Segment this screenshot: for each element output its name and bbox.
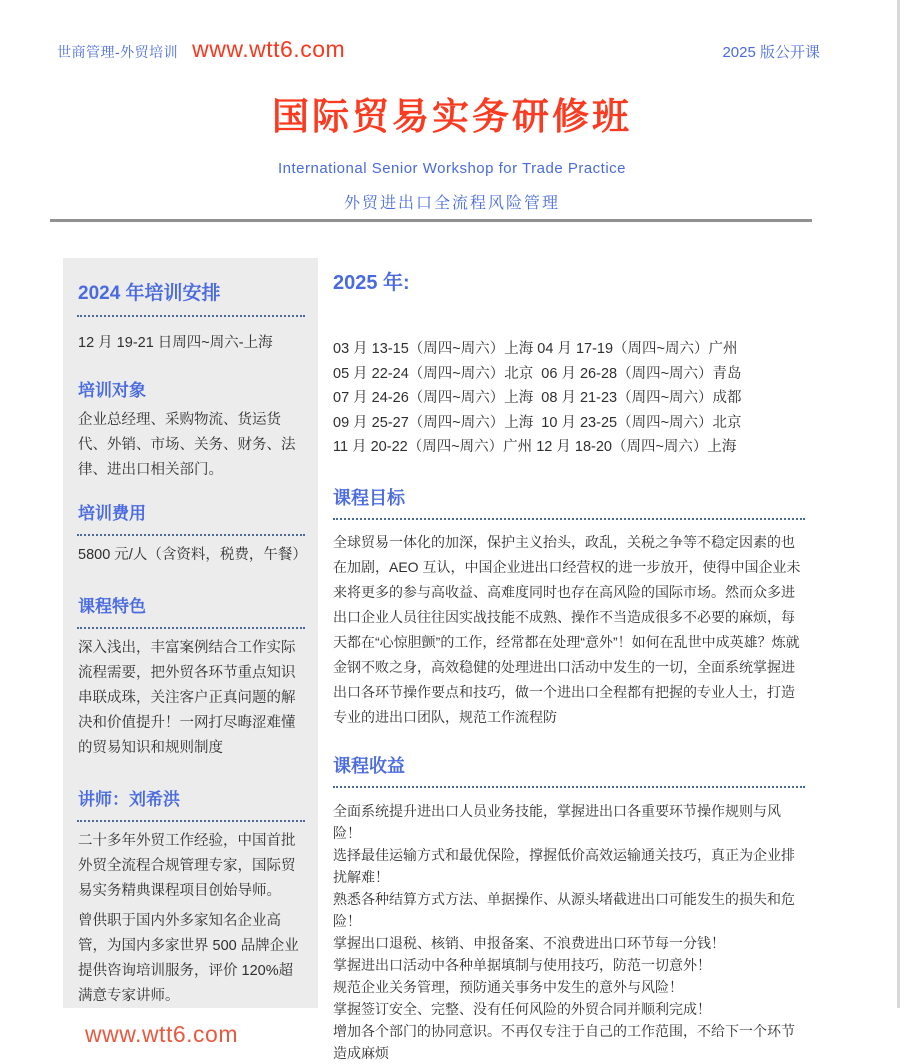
benefit-line: 掌握进出口活动中各种单据填制与使用技巧，防范一切意外！ bbox=[333, 956, 711, 973]
schedule-2025-list bbox=[333, 337, 805, 460]
subtitle-english: International Senior Workshop for Trade Practice bbox=[277, 160, 627, 177]
dotted-divider bbox=[333, 518, 805, 520]
brand-group bbox=[57, 36, 345, 63]
sidebar-heading-audience: 培训对象 bbox=[78, 381, 146, 400]
audience-text: 企业总经理、采购物流、货运货代、外销、市场、关务、财务、法律、进出口相关部门。 bbox=[78, 412, 296, 478]
lecturer-bio-1: 二十多年外贸工作经验，中国首批外贸全流程合规管理专家，国际贸易实务精典课程项目创始导师。 bbox=[78, 833, 296, 899]
benefit-line: 选择最佳运输方式和最优保险，撑握低价高效运输通关技巧，真正为企业排扰解难！ bbox=[333, 846, 795, 885]
site-url-link[interactable]: www.wtt6.com bbox=[192, 36, 346, 62]
benefit-line: 掌握出口退税、核销、申报备案、不浪费进出口环节每一分钱！ bbox=[333, 934, 725, 951]
schedule-2024-line: 12 月 19-21 日周四~周六-上海 bbox=[78, 335, 273, 351]
sidebar-heading-features: 课程特色 bbox=[78, 597, 146, 616]
fee-text: 5800 元/人（含资料，税费，午餐） bbox=[78, 547, 307, 563]
edition-label: 2025 版公开课 bbox=[722, 44, 820, 61]
benefit-line: 规范企业关务管理，预防通关事务中发生的意外与风险！ bbox=[333, 978, 683, 995]
schedule-2025-line: 07 月 24-26（周四~周六）上海 08 月 21-23（周四~周六）成都 bbox=[333, 390, 742, 406]
dotted-divider bbox=[77, 820, 305, 822]
benefit-line: 熟悉各种结算方式方法、单据操作、从源头堵截进出口可能发生的损失和危险！ bbox=[333, 890, 795, 929]
lecturer-bio-2: 曾供职于国内外多家知名企业高管，为国内多家世界 500 品牌企业提供咨询培训服务，评价 120%超满意专家讲师。 bbox=[78, 913, 299, 1004]
year-2025-heading: 2025 年: bbox=[333, 272, 410, 294]
benefits-heading: 课程收益 bbox=[333, 755, 405, 776]
page-title: 国际贸易实务研修班 bbox=[272, 96, 632, 137]
benefit-line: 全面系统提升进出口人员业务技能，掌握进出口各重要环节操作规则与风险！ bbox=[333, 802, 781, 841]
subtitle-chinese: 外贸进出口全流程风险管理 bbox=[343, 195, 560, 212]
sidebar-heading-2024-schedule: 2024 年培训安排 bbox=[78, 283, 221, 304]
brand-label: 世商管理-外贸培训 bbox=[57, 44, 179, 60]
sidebar bbox=[63, 258, 318, 1047]
page-right-border bbox=[897, 0, 900, 1008]
benefit-line: 增加各个部门的协同意识。不再仅专注于自己的工作范围，不给下一个环节造成麻烦 bbox=[333, 1022, 795, 1061]
dotted-divider bbox=[77, 534, 305, 536]
sidebar-heading-lecturer: 讲师：刘希洪 bbox=[78, 790, 180, 809]
sidebar-heading-fee: 培训费用 bbox=[78, 504, 146, 523]
schedule-2025-line: 05 月 22-24（周四~周六）北京 06 月 26-28（周四~周六）青岛 bbox=[333, 365, 742, 382]
features-text: 深入浅出，丰富案例结合工作实际流程需要，把外贸各环节重点知识串联成珠，关注客户正真问题的解决和价值提升！一网打尽晦涩难懂的贸易知识和规则制度 bbox=[78, 640, 296, 756]
sidebar-site-url-link[interactable]: www.wtt6.com bbox=[85, 1021, 238, 1047]
main-column bbox=[333, 258, 805, 1064]
schedule-2025-line: 09 月 25-27（周四~周六）上海 10 月 23-25（周四~周六）北京 bbox=[333, 414, 742, 431]
dotted-divider bbox=[333, 786, 805, 788]
benefits-list bbox=[333, 800, 805, 1064]
header-divider-rule bbox=[50, 219, 812, 222]
dotted-divider bbox=[77, 315, 305, 317]
schedule-2025-line: 11 月 20-22（周四~周六）广州 12 月 18-20（周四~周六）上海 bbox=[333, 439, 737, 455]
benefit-line: 掌握签订安全、完整、没有任何风险的外贸合同并顺利完成！ bbox=[333, 1000, 711, 1017]
schedule-2025-line: 03 月 13-15（周四~周六）上海 04 月 17-19（周四~周六）广州 bbox=[333, 341, 738, 357]
objectives-heading: 课程目标 bbox=[333, 487, 405, 508]
top-bar bbox=[57, 36, 820, 63]
content-columns bbox=[63, 258, 805, 1064]
objectives-text: 全球贸易一体化的加深，保护主义抬头，政乱，关税之争等不稳定因素的也在加剧，AEO 互认，中国企业进出口经营权的进一步放开，使得中国企业未来将更多的参与高收益、高难度同时也存在高风险的国际市场。然而众多进出口企业人员往往因实战技能不成熟、操作不当造成很多不必要的麻烦，每天都在“心惊胆颤”的工作，经常都在处理“意外”！如何在乱世中成英雄？炼就金钢不败之身，高效稳健的处理进出口活动中发生的一切，全面系统掌握进出口各环节操作要点和技巧，做一个进出口全程都有把握的专业人士，打造专业的进出口团队，规范工作流程防 bbox=[333, 533, 801, 725]
dotted-divider bbox=[77, 627, 305, 629]
